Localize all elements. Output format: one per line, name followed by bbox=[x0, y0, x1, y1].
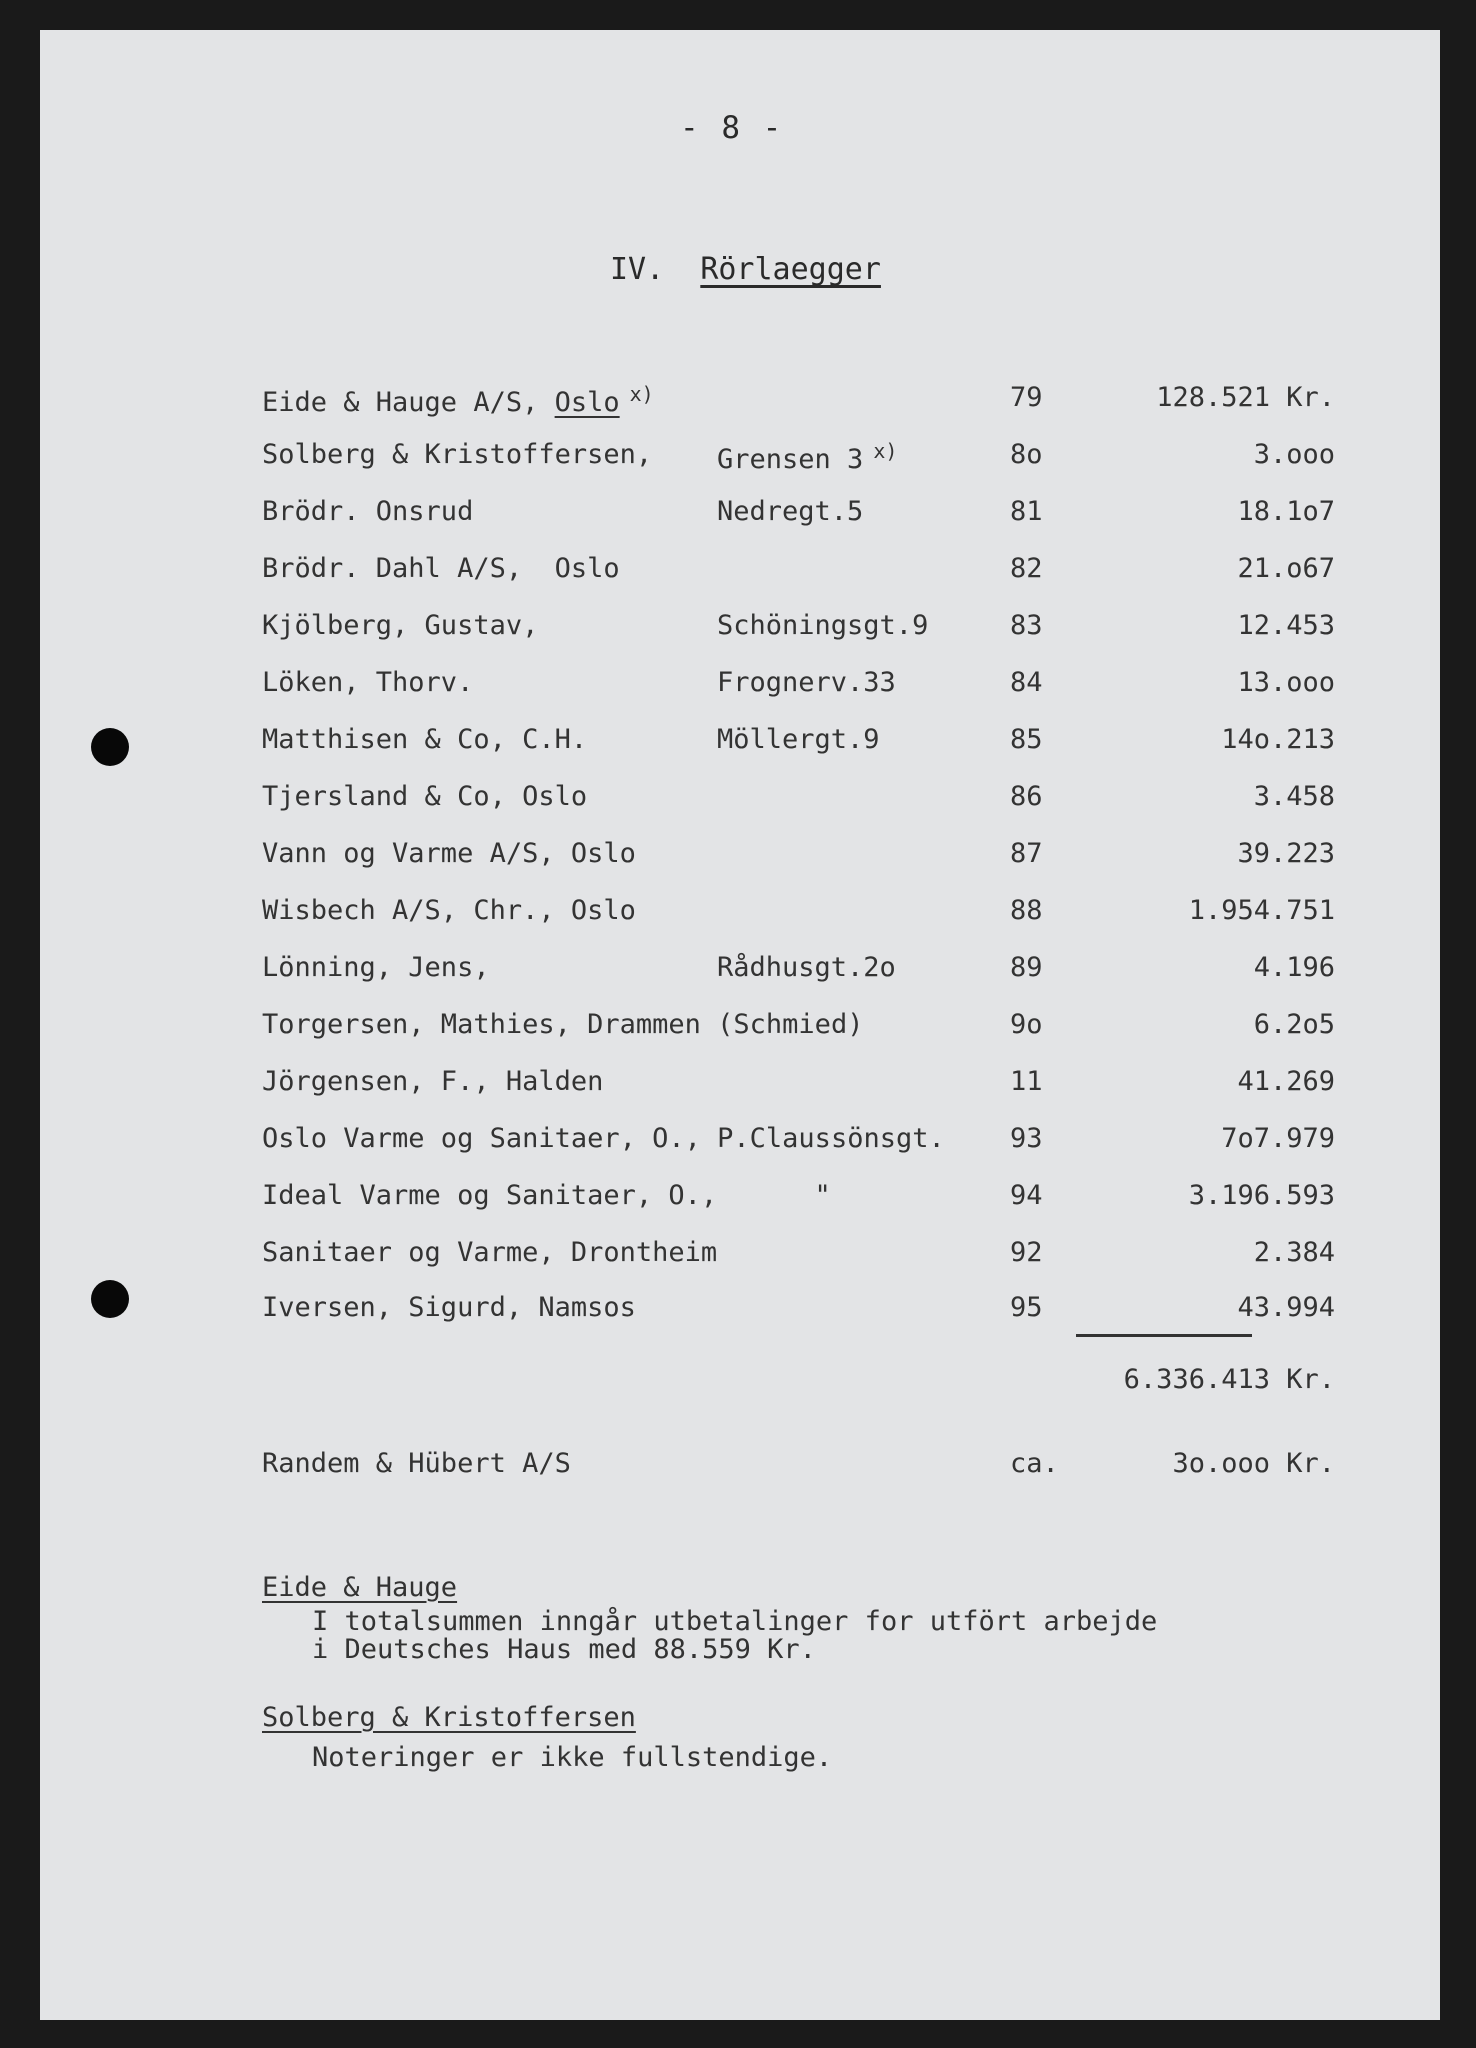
note-heading: Eide & Hauge bbox=[262, 1572, 458, 1603]
row-name: Brödr. Onsrud bbox=[262, 496, 474, 527]
row-amount: 7o7.979 bbox=[1221, 1123, 1335, 1154]
row-name: Jörgensen, F., Halden bbox=[262, 1066, 604, 1097]
row-address: Nedregt.5 bbox=[717, 496, 864, 527]
section-heading bbox=[610, 252, 881, 287]
table-row bbox=[40, 667, 1440, 707]
row-name: Eide & Hauge A/S, bbox=[262, 387, 555, 418]
note-line: I totalsummen inngår utbetalinger for utfört arbejde bbox=[312, 1606, 1158, 1637]
row-amount: 12.453 bbox=[1237, 610, 1335, 641]
page-number: - 8 - bbox=[680, 110, 784, 146]
document-page bbox=[40, 30, 1440, 2020]
row-name: Oslo Varme og Sanitaer, O., P.Claussönsgt. bbox=[262, 1123, 945, 1154]
row-amount: 128.521 Kr. bbox=[1156, 382, 1335, 413]
row-amount: 4.196 bbox=[1253, 952, 1335, 983]
row-amount: 14o.213 bbox=[1221, 724, 1335, 755]
row-name: Kjölberg, Gustav, bbox=[262, 610, 539, 641]
table-row bbox=[40, 838, 1440, 878]
row-name: Torgersen, Mathies, Drammen (Schmied) bbox=[262, 1009, 864, 1040]
row-number: 79 bbox=[1010, 382, 1043, 413]
row-name: Iversen, Sigurd, Namsos bbox=[262, 1292, 636, 1323]
total-row bbox=[40, 1364, 1440, 1404]
table-row bbox=[40, 1292, 1440, 1332]
row-amount: 6.2o5 bbox=[1253, 1009, 1335, 1040]
row-name: Solberg & Kristoffersen, bbox=[262, 439, 653, 470]
row-amount: 18.1o7 bbox=[1237, 496, 1335, 527]
table-row bbox=[40, 724, 1440, 764]
row-number: 86 bbox=[1010, 781, 1043, 812]
row-number: 84 bbox=[1010, 667, 1043, 698]
section-numeral: IV. bbox=[610, 252, 665, 287]
row-name: Randem & Hübert A/S bbox=[262, 1448, 571, 1479]
row-number: 81 bbox=[1010, 496, 1043, 527]
table-row bbox=[40, 439, 1440, 479]
total-amount: 6.336.413 Kr. bbox=[1123, 1364, 1335, 1395]
table-row bbox=[40, 895, 1440, 935]
row-amount: 2.384 bbox=[1253, 1237, 1335, 1268]
row-address: " bbox=[717, 1180, 831, 1211]
table-row bbox=[40, 610, 1440, 650]
row-address: Rådhusgt.2o bbox=[717, 952, 896, 983]
row-amount: 41.269 bbox=[1237, 1066, 1335, 1097]
table-row bbox=[40, 1123, 1440, 1163]
row-number: 92 bbox=[1010, 1237, 1043, 1268]
footnote-mark: x) bbox=[629, 382, 654, 406]
row-number: 11 bbox=[1010, 1066, 1043, 1097]
row-number: 94 bbox=[1010, 1180, 1043, 1211]
table-row bbox=[40, 1180, 1440, 1220]
table-row bbox=[40, 1009, 1440, 1049]
row-name-underlined: Oslo bbox=[554, 387, 620, 418]
row-name: Lönning, Jens, bbox=[262, 952, 490, 983]
row-name: Löken, Thorv. bbox=[262, 667, 474, 698]
sum-rule bbox=[1076, 1334, 1252, 1337]
row-number: 85 bbox=[1010, 724, 1043, 755]
row-name: Ideal Varme og Sanitaer, O., bbox=[262, 1180, 718, 1211]
row-name: Wisbech A/S, Chr., Oslo bbox=[262, 895, 636, 926]
row-amount: 1.954.751 bbox=[1188, 895, 1335, 926]
table-row bbox=[40, 781, 1440, 821]
row-amount: 3o.ooo Kr. bbox=[1172, 1448, 1335, 1479]
row-number: 95 bbox=[1010, 1292, 1043, 1323]
row-amount: 3.ooo bbox=[1253, 439, 1335, 470]
row-amount: 39.223 bbox=[1237, 838, 1335, 869]
row-name: Tjersland & Co, Oslo bbox=[262, 781, 588, 812]
table-row bbox=[40, 1237, 1440, 1277]
extra-row bbox=[40, 1448, 1440, 1488]
table-row bbox=[40, 382, 1440, 422]
footnote-mark: x) bbox=[873, 439, 898, 463]
row-number: 87 bbox=[1010, 838, 1043, 869]
row-address: Grensen 3 bbox=[717, 444, 864, 475]
row-amount: 21.o67 bbox=[1237, 553, 1335, 584]
row-number: 88 bbox=[1010, 895, 1043, 926]
table-row bbox=[40, 496, 1440, 536]
row-name: Sanitaer og Varme, Drontheim bbox=[262, 1237, 718, 1268]
table-row bbox=[40, 952, 1440, 992]
row-amount: 13.ooo bbox=[1237, 667, 1335, 698]
note-line: i Deutsches Haus med 88.559 Kr. bbox=[312, 1634, 816, 1665]
row-amount: 43.994 bbox=[1237, 1292, 1335, 1323]
note-line: Noteringer er ikke fullstendige. bbox=[312, 1742, 833, 1773]
row-number: 89 bbox=[1010, 952, 1043, 983]
row-number: 9o bbox=[1010, 1009, 1043, 1040]
row-name: Vann og Varme A/S, Oslo bbox=[262, 838, 636, 869]
row-number: ca. bbox=[1010, 1448, 1059, 1479]
row-amount: 3.458 bbox=[1253, 781, 1335, 812]
row-number: 93 bbox=[1010, 1123, 1043, 1154]
row-address: Schöningsgt.9 bbox=[717, 610, 929, 641]
row-address: Möllergt.9 bbox=[717, 724, 880, 755]
row-number: 82 bbox=[1010, 553, 1043, 584]
row-number: 8o bbox=[1010, 439, 1043, 470]
section-title: Rörlaegger bbox=[700, 252, 881, 287]
row-address: Frognerv.33 bbox=[717, 667, 896, 698]
row-number: 83 bbox=[1010, 610, 1043, 641]
row-name: Brödr. Dahl A/S, Oslo bbox=[262, 553, 620, 584]
row-amount: 3.196.593 bbox=[1188, 1180, 1335, 1211]
table-row bbox=[40, 1066, 1440, 1106]
table-row bbox=[40, 553, 1440, 593]
note-heading: Solberg & Kristoffersen bbox=[262, 1702, 636, 1733]
row-name: Matthisen & Co, C.H. bbox=[262, 724, 588, 755]
